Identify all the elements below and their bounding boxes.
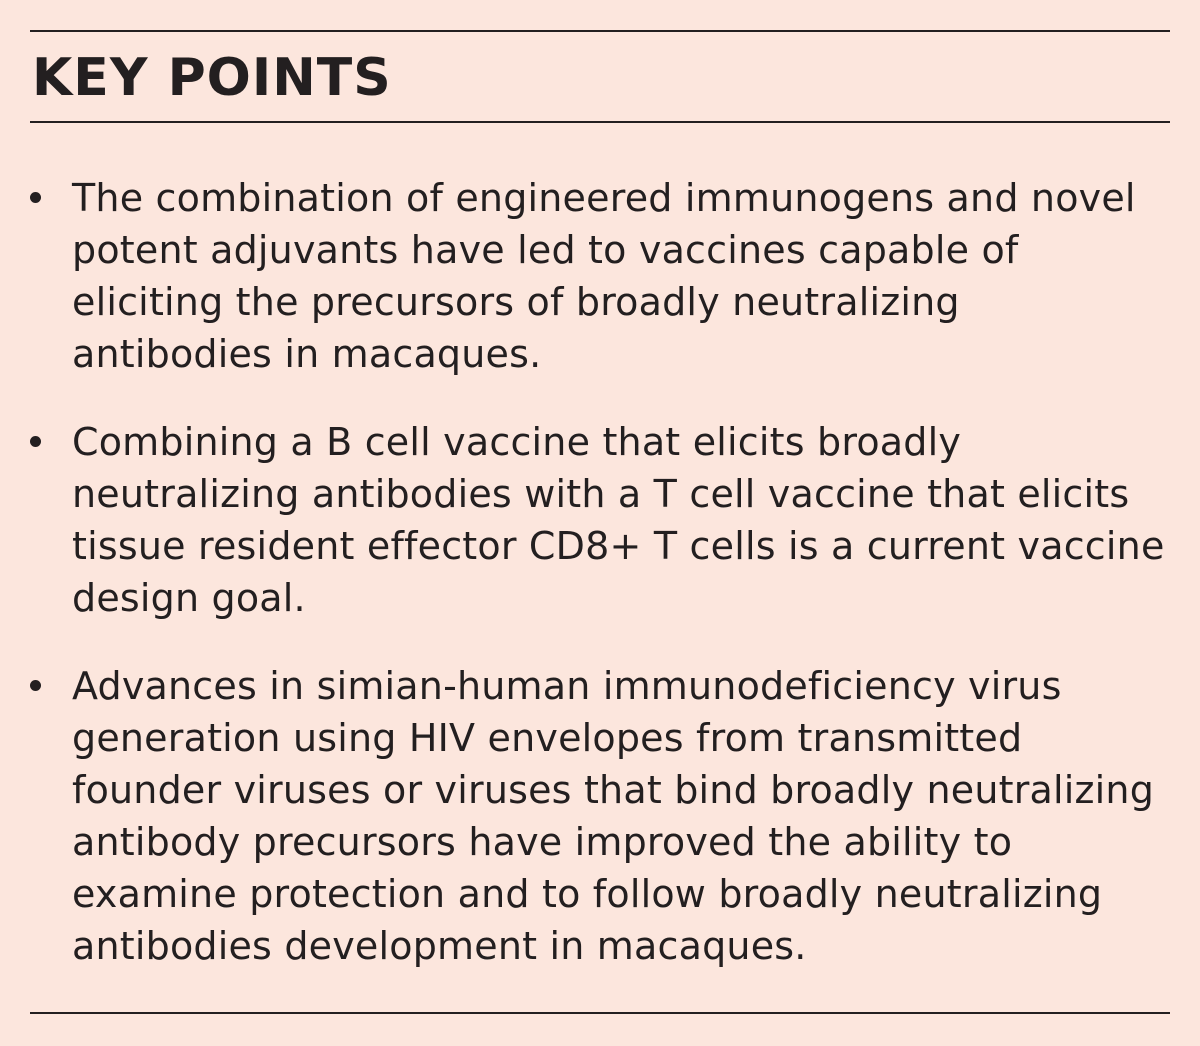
key-points-box (30, 30, 1170, 1014)
key-point-text: The combination of engineered immunogens and novel potent adjuvants have led to vaccines capable of eliciting the precursors of broadly neutralizing antibodies in macaques. (72, 176, 1136, 376)
key-point-item (30, 660, 1170, 972)
key-points-list (30, 172, 1170, 1008)
key-point-text: Combining a B cell vaccine that elicits broadly neutralizing antibodies with a T cell vaccine that elicits tissue resident effector CD8+ T cells is a current vaccine design goal. (72, 420, 1165, 620)
bullet-icon (30, 436, 41, 447)
bullet-icon (30, 192, 41, 203)
key-points-title: KEY POINTS (32, 48, 392, 108)
key-point-item (30, 172, 1170, 380)
key-point-text: Advances in simian-human immunodeficiency virus generation using HIV envelopes from transmitted founder viruses or viruses that bind broadly neutralizing antibody precursors have improved the ability to examine protection and to follow broadly neutralizing antibodies development in macaques. (72, 664, 1155, 968)
key-point-item (30, 416, 1170, 624)
title-row (30, 32, 1170, 123)
bullet-icon (30, 680, 41, 691)
